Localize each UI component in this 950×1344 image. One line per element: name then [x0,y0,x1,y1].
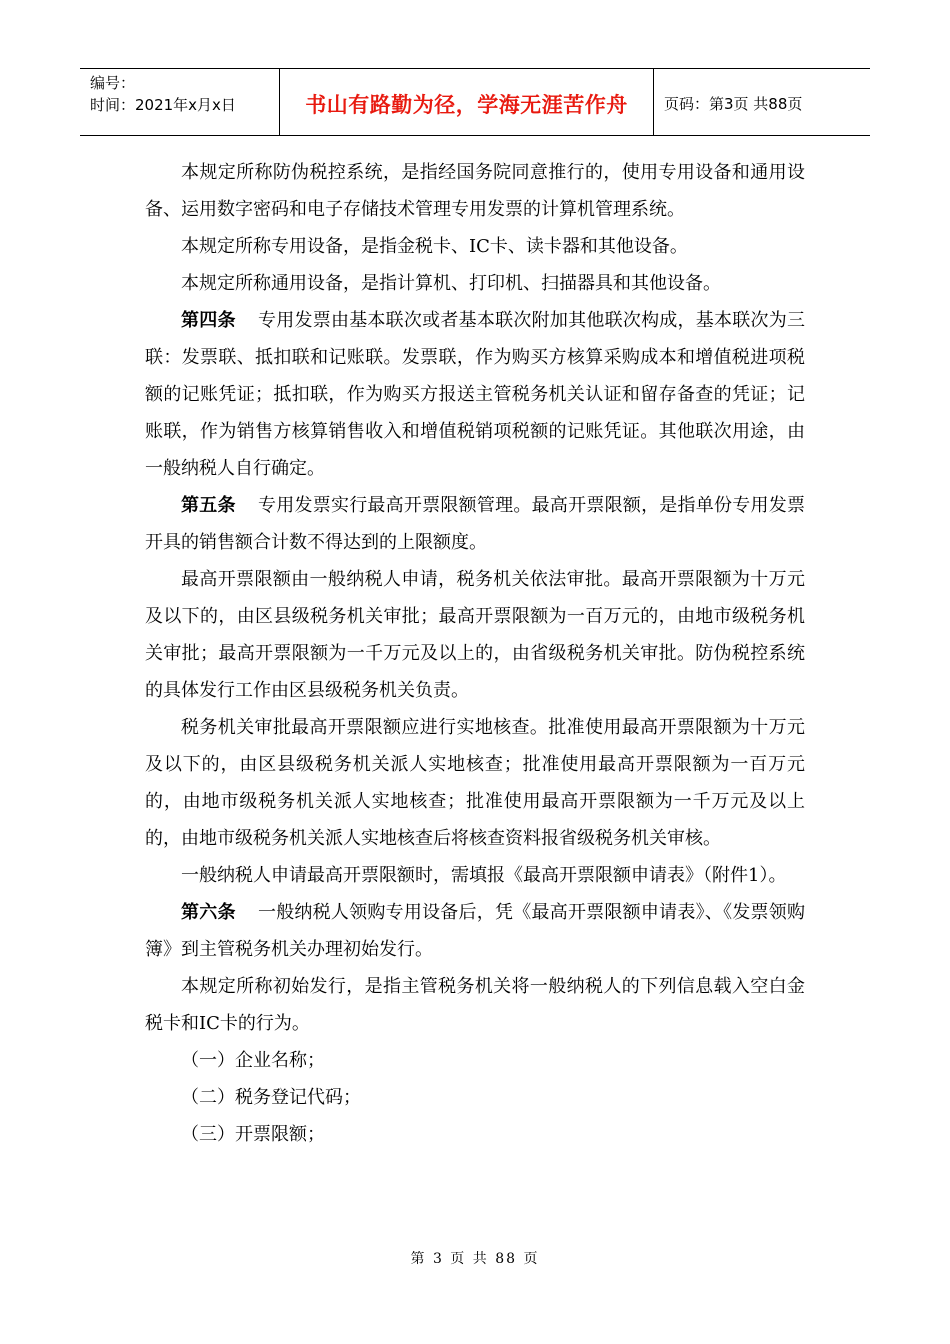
paragraph-text: 税务机关审批最高开票限额应进行实地核查。批准使用最高开票限额为十万元及以下的，由区县级税务机关派人实地核查；批准使用最高开票限额为一百万元的，由地市级税务机关派人实地核查；批准使用最高开票限额为一千万元及以上的，由地市级税务机关派人实地核查后将核查资料报省级税务机关审核。 [145,717,805,849]
body-paragraph [145,228,805,265]
page-footer: 第 3 页 共 88 页 [410,1251,540,1267]
paragraph-text: 本规定所称通用设备，是指计算机、打印机、扫描器具和其他设备。 [181,273,721,294]
article-paragraph [145,302,805,487]
body-paragraph [145,857,805,894]
document-time: 时间：2021年x月x日 [90,96,236,114]
paragraph-text: （三）开票限额； [181,1124,325,1145]
paragraph-text: 专用发票由基本联次或者基本联次附加其他联次构成，基本联次为三联：发票联、抵扣联和记账联。发票联，作为购买方核算采购成本和增值税进项税额的记账凭证；抵扣联，作为购买方报送主管税务机关认证和留存备查的凭证；记账联，作为销售方核算销售收入和增值税销项税额的记账凭证。其他联次用途，由一般纳税人自行确定。 [145,310,806,479]
page-header [80,68,870,136]
body-paragraph [145,1079,805,1116]
paragraph-text: 最高开票限额由一般纳税人申请，税务机关依法审批。最高开票限额为十万元及以下的，由区县级税务机关审批；最高开票限额为一百万元的，由地市级税务机关审批；最高开票限额为一千万元及以上的，由省级税务机关审批。防伪税控系统的具体发行工作由区县级税务机关负责。 [145,569,805,701]
article-paragraph [145,487,805,561]
header-motto: 书山有路勤为径，学海无涯苦作舟 [280,69,654,135]
article-title: 第六条 [181,902,236,923]
body-paragraph [145,709,805,857]
body-paragraph [145,1042,805,1079]
paragraph-text: 专用发票实行最高开票限额管理。最高开票限额，是指单份专用发票开具的销售额合计数不得达到的上限额度。 [145,495,806,553]
article-title: 第四条 [181,310,236,331]
body-paragraph [145,1116,805,1153]
body-paragraph [145,561,805,709]
header-meta [80,69,280,135]
paragraph-text: 本规定所称初始发行，是指主管税务机关将一般纳税人的下列信息载入空白金税卡和IC卡的行为。 [145,976,805,1034]
paragraph-text: 本规定所称专用设备，是指金税卡、IC卡、读卡器和其他设备。 [181,236,688,257]
article-paragraph [145,894,805,968]
article-title: 第五条 [181,495,236,516]
paragraph-text: 本规定所称防伪税控系统，是指经国务院同意推行的，使用专用设备和通用设备、运用数字密码和电子存储技术管理专用发票的计算机管理系统。 [145,162,805,220]
body-paragraph [145,154,805,228]
paragraph-text: 一般纳税人申请最高开票限额时，需填报《最高开票限额申请表》（附件1）。 [181,865,787,886]
body-paragraph [145,968,805,1042]
paragraph-text: （一）企业名称； [181,1050,325,1071]
body-paragraph [145,265,805,302]
document-number: 编号： [90,74,136,92]
header-page-info: 页码：第3页 共88页 [664,94,803,113]
document-body [145,154,805,1153]
paragraph-text: （二）税务登记代码； [181,1087,361,1108]
paragraph-text: 一般纳税人领购专用设备后，凭《最高开票限额申请表》、《发票领购簿》到主管税务机关办理初始发行。 [145,902,806,960]
